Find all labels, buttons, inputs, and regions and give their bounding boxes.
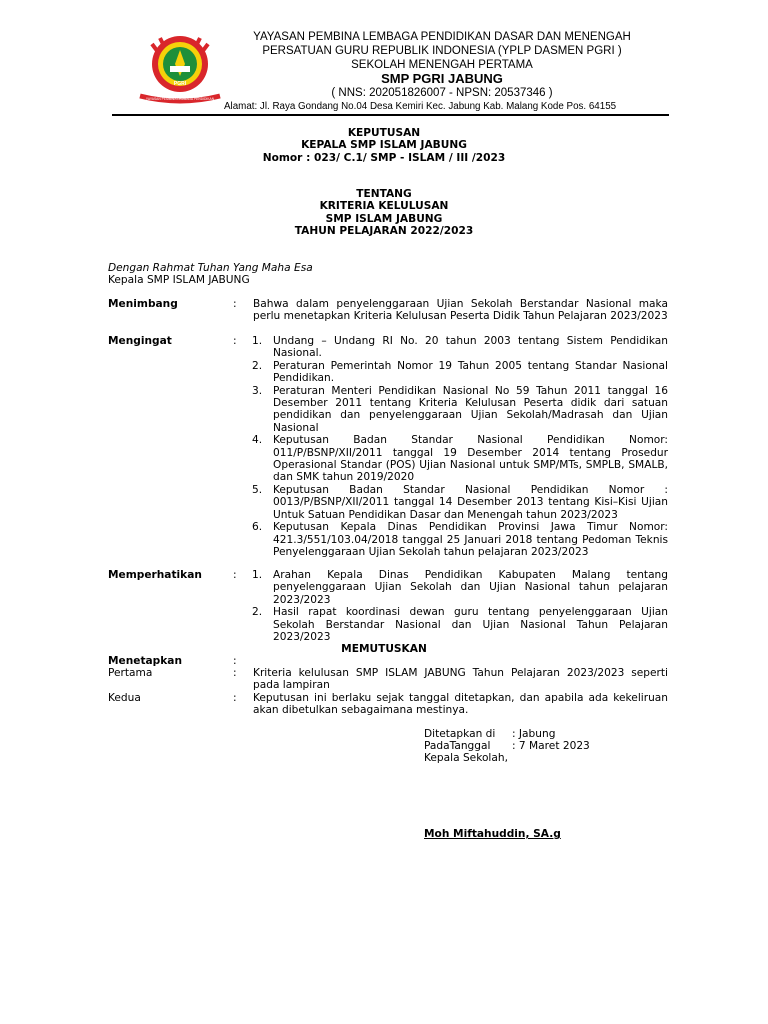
mengingat-label: Mengingat (108, 335, 172, 347)
subject-line1: KRITERIA KELULUSAN (319, 200, 449, 213)
item-number: 2. (252, 606, 263, 619)
pertama-label: Pertama (108, 667, 153, 679)
mengingat-colon: : (233, 335, 237, 347)
decree-number: Nomor : 023/ C.1/ SMP - ISLAM / III /2023 (262, 151, 506, 164)
decree-issuer: KEPALA SMP ISLAM JABUNG (301, 139, 467, 152)
letterhead-line2: PERSATUAN GURU REPUBLIK INDONESIA (YPLP DASMEN PGRI ) (262, 45, 622, 57)
pgri-logo (130, 30, 230, 110)
kedua-colon: : (233, 692, 237, 704)
menetapkan-label: Menetapkan (108, 655, 182, 667)
pertama-colon: : (233, 667, 237, 679)
school-name: SMP PGRI JABUNG (381, 71, 503, 86)
item-number: 4. (252, 434, 263, 447)
mengingat-list (252, 335, 668, 558)
list-item (252, 606, 668, 643)
list-item (252, 385, 668, 435)
list-item (252, 484, 668, 521)
item-text: Keputusan Kepala Dinas Pendidikan Provinsi Jawa Timur Nomor: 421.3/551/103.04/2018 tanggal 25 Januari 2018 tentang Pedoman Teknis Penyelenggaraan Ujian Sekolah tahun pelajaran 2023/2023 (273, 521, 668, 558)
logo-ribbon-text: YAYASAN PEMBINA LEMBAGA PENDIDIKAN (145, 97, 215, 101)
item-number: 6. (252, 521, 263, 534)
menetapkan-colon: : (233, 655, 237, 667)
memperhatikan-list (252, 569, 668, 643)
menimbang-label: Menimbang (108, 298, 178, 310)
list-item (252, 360, 668, 385)
kedua-label: Kedua (108, 692, 141, 704)
item-text: Hasil rapat koordinasi dewan guru tentang penyelenggaraan Ujian Sekolah Berstandar Nasional dan Ujian Nasional Tahun Pelajaran 2023/2023 (273, 606, 668, 644)
list-item (252, 335, 668, 360)
sign-place-label: Ditetapkan di (424, 728, 496, 740)
item-text: Arahan Kepala Dinas Pendidikan Kabupaten Malang tentang penyelenggaraan Ujian Sekolah dan Ujian Nasional tahun pelajaran 2023/2023 (273, 569, 668, 606)
item-number: 1. (252, 569, 263, 581)
item-text: Keputusan Badan Standar Nasional Pendidikan Nomor: 011/P/BSNP/XII/2011 tanggal 19 Desember 2014 tentang Prosedur Operasional Standar (POS) Ujian Nasional untuk SMP/MTs, SMPLB, SMALB, dan SMK tahun 2019/2020 (273, 434, 668, 484)
item-text: Undang – Undang RI No. 20 tahun 2003 tentang Sistem Pendidikan Nasional. (273, 335, 668, 360)
sign-role-text: Kepala Sekolah, (424, 752, 508, 764)
letterhead (224, 30, 652, 114)
item-text: Peraturan Pemerintah Nomor 19 Tahun 2005 tentang Standar Nasional Pendidikan. (273, 359, 668, 385)
list-item (252, 569, 668, 606)
decree-header (0, 127, 768, 164)
sign-date-label: PadaTanggal (424, 740, 491, 752)
item-number: 3. (252, 384, 263, 397)
kedua-text: Keputusan ini berlaku sejak tanggal ditetapkan, dan apabila ada kekeliruan akan dibetulkan sebagaimana mestinya. (253, 692, 668, 717)
sign-place-value: : Jabung (512, 728, 556, 740)
decree-subject (0, 188, 768, 238)
sign-place-row (424, 728, 555, 740)
letterhead-line1: YAYASAN PEMBINA LEMBAGA PENDIDIKAN DASAR DAN MENENGAH (253, 31, 631, 43)
opening-blessing: Dengan Rahmat Tuhan Yang Maha Esa (108, 262, 313, 274)
sign-date-row (424, 740, 590, 752)
sign-date-value: : 7 Maret 2023 (512, 740, 590, 752)
memperhatikan-label: Memperhatikan (108, 569, 202, 581)
list-item (252, 521, 668, 558)
subject-line2: SMP ISLAM JABUNG (325, 212, 443, 225)
menimbang-text: Bahwa dalam penyelenggaraan Ujian Sekolah Berstandar Nasional maka perlu menetapkan Kriteria Kelulusan Peserta Didik Tahun Pelajaran 2023/2023 (253, 298, 668, 323)
menimbang-colon: : (233, 298, 237, 310)
item-number: 2. (252, 359, 263, 372)
opening-issuer: Kepala SMP ISLAM JABUNG (108, 274, 250, 286)
item-text: Peraturan Menteri Pendidikan Nasional No 59 Tahun 2011 tanggal 16 Desember 2011 tentang Kriteria Kelulusan Peserta didik dari satuan pendidikan dan penyelenggaraan Ujian Sekolah/Madrasah dan Ujian Nasional (273, 384, 668, 434)
letterhead-divider (112, 114, 669, 116)
list-item (252, 434, 668, 484)
logo-text: PGRI (173, 81, 187, 87)
pertama-text: Kriteria kelulusan SMP ISLAM JABUNG Tahun Pelajaran 2023/2023 seperti pada lampiran (253, 667, 668, 692)
item-number: 5. (252, 483, 263, 496)
signer-name: Moh Miftahuddin, SA.g (424, 828, 561, 840)
item-text: Keputusan Badan Standar Nasional Pendidikan Nomor : 0013/P/BSNP/XII/2011 tanggal 14 Desember 2013 tentang Kisi–Kisi Ujian Untuk Satuan Pendidikan Dasar dan Menengah tahun 2023/2023 (273, 483, 668, 521)
decree-title: KEPUTUSAN (347, 127, 421, 139)
school-address: Alamat: Jl. Raya Gondang No.04 Desa Kemiri Kec. Jabung Kab. Malang Kode Pos. 64155 (224, 101, 617, 112)
sign-role (424, 752, 508, 764)
item-number: 1. (252, 335, 263, 347)
subject-label: TENTANG (356, 188, 412, 200)
memutuskan-heading: MEMUTUSKAN (341, 643, 427, 655)
school-ids: ( NNS: 202051826007 - NPSN: 20537346 ) (331, 87, 553, 99)
subject-line3: TAHUN PELAJARAN 2022/2023 (294, 225, 474, 238)
memperhatikan-colon: : (233, 569, 237, 581)
letterhead-line3: SEKOLAH MENENGAH PERTAMA (351, 59, 533, 71)
